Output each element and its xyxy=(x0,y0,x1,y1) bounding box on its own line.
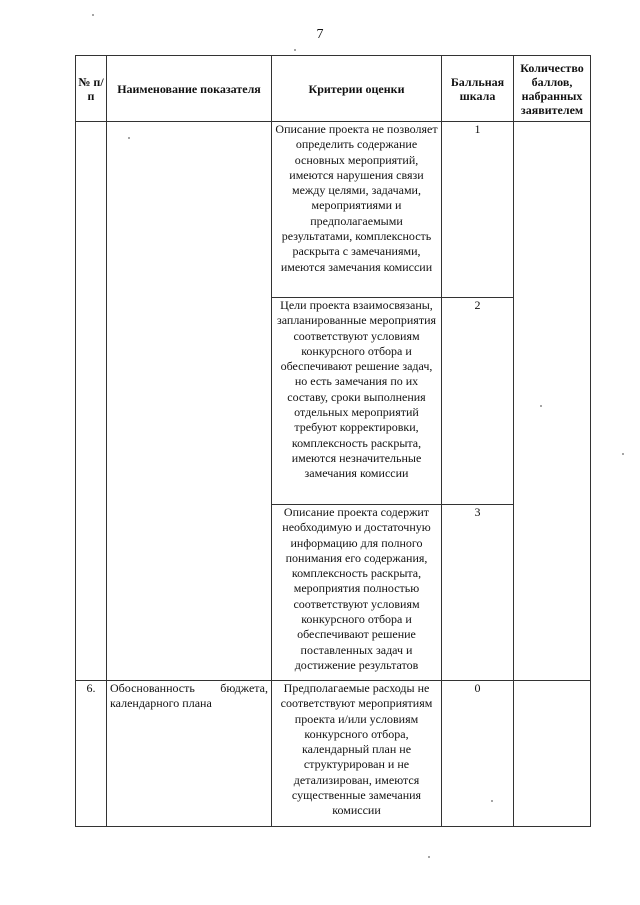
page-number: 7 xyxy=(316,27,324,42)
criteria-cell: Описание проекта содержит необходимую и достаточную информацию для полного понимания его содержания, комплексность раскрыта, мероприятия полностью соответствуют условиям конкурсного отбора и обеспечивают решение поставленных задач и достижение результатов xyxy=(272,505,442,681)
score-cell: 3 xyxy=(442,505,514,681)
points-cell xyxy=(514,681,591,827)
header-score-scale: Балльная шкала xyxy=(442,56,514,122)
scan-speck xyxy=(92,14,94,16)
header-criteria: Критерии оценки xyxy=(272,56,442,122)
scan-speck xyxy=(428,856,430,858)
score-cell: 2 xyxy=(442,298,514,505)
points-cell xyxy=(514,122,591,681)
table-row xyxy=(76,681,591,827)
header-indicator-name: Наименование показателя xyxy=(107,56,272,122)
header-num: № п/п xyxy=(76,56,107,122)
scan-speck xyxy=(622,453,624,455)
evaluation-criteria-table xyxy=(75,55,591,827)
score-cell: 1 xyxy=(442,122,514,298)
header-points-earned: Количество баллов, набранных заявителем xyxy=(514,56,591,122)
criteria-cell: Описание проекта не позволяет определить содержание основных мероприятий, имеются нарушения связи между целями, задачами, мероприятиями и предполагаемыми результатами, комплексность раскрыта с замечаниями, имеются замечания комиссии xyxy=(272,122,442,298)
criteria-cell: Предполагаемые расходы не соответствуют мероприятиям проекта и/или условиям конкурсного отбора, календарный план не структурирован и не детализирован, имеются существенные замечания комиссии xyxy=(272,681,442,827)
indicator-name-cell xyxy=(107,122,272,681)
table-row xyxy=(76,122,591,298)
indicator-name-cell: Обоснованность бюджета, календарного плана xyxy=(107,681,272,827)
scan-speck xyxy=(294,49,296,51)
row-num-cell xyxy=(76,122,107,681)
score-cell: 0 xyxy=(442,681,514,827)
scan-speck xyxy=(128,137,130,139)
row-num-cell: 6. xyxy=(76,681,107,827)
scan-speck xyxy=(540,405,542,407)
table-header-row xyxy=(76,56,591,122)
scan-speck xyxy=(491,800,493,802)
criteria-cell: Цели проекта взаимосвязаны, запланированные мероприятия соответствуют условиям конкурсного отбора и обеспечивают решение задач, но есть замечания по их составу, сроки выполнения отдельных мероприятий требуют корректировки, комплексность раскрыта, имеются незначительные замечания комиссии xyxy=(272,298,442,505)
